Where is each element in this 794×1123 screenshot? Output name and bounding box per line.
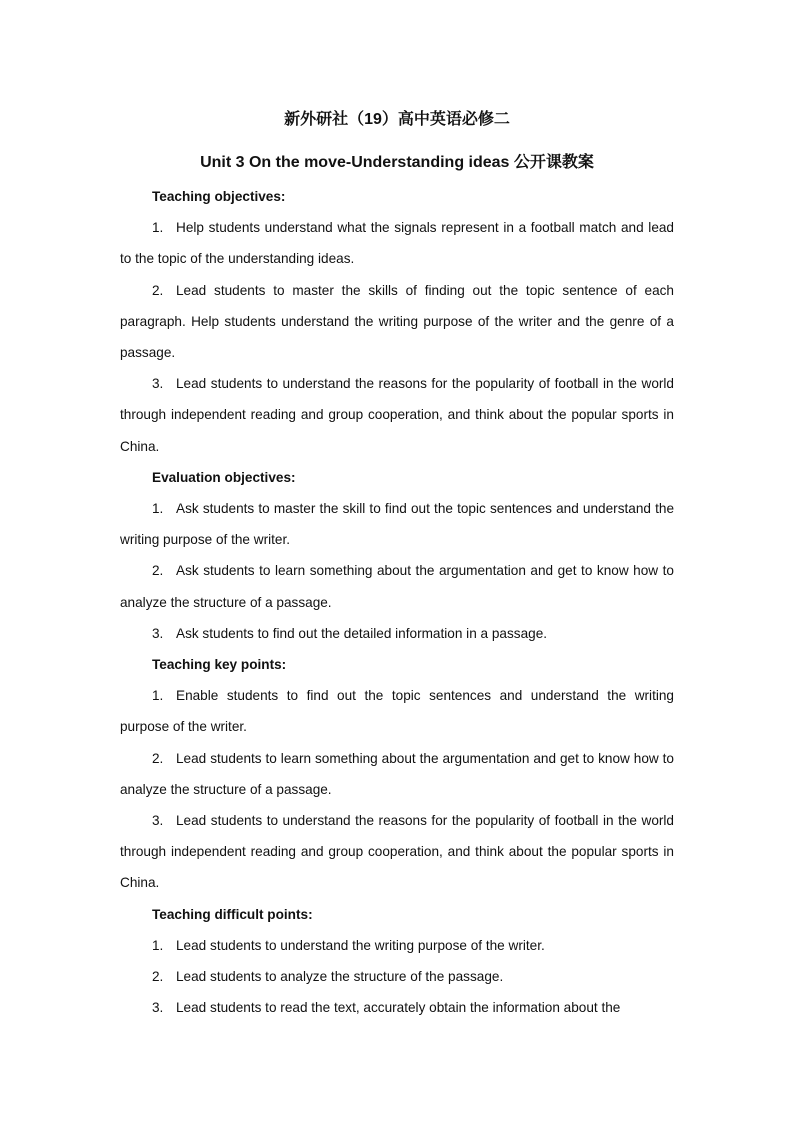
item-text: Lead students to analyze the structure of the passage. xyxy=(176,969,504,985)
item-text: Ask students to learn something about the argumentation and get to know how to analyze the structure of a passage. xyxy=(120,563,674,610)
item-number: 2. xyxy=(152,969,164,985)
list-item xyxy=(120,680,674,742)
item-text: Lead students to understand the writing purpose of the writer. xyxy=(176,937,545,953)
list-item xyxy=(120,743,674,805)
item-number: 2. xyxy=(152,563,164,579)
item-number: 3. xyxy=(152,1000,164,1016)
item-text: Ask students to find out the detailed information in a passage. xyxy=(176,625,548,641)
item-number: 3. xyxy=(152,376,164,392)
list-item xyxy=(120,368,674,462)
item-number: 1. xyxy=(152,501,164,517)
document-title: 新外研社（19）高中英语必修二 xyxy=(284,111,510,128)
list-item xyxy=(120,805,674,899)
item-number: 2. xyxy=(152,750,164,766)
list-item xyxy=(120,493,674,555)
item-text: Lead students to master the skills of finding out the topic sentence of each paragraph. Help students understand the writing purpose of the writer and the genre of a passage. xyxy=(120,282,674,361)
list-item xyxy=(120,555,674,617)
document-subtitle: Unit 3 On the move-Understanding ideas 公开课教案 xyxy=(200,154,594,171)
item-text: Ask students to master the skill to find out the topic sentences and understand the writing purpose of the writer. xyxy=(120,501,674,548)
item-number: 3. xyxy=(152,625,164,641)
list-item xyxy=(120,212,674,274)
document-body xyxy=(120,181,674,1023)
item-text: Lead students to read the text, accurately obtain the information about the xyxy=(176,1000,621,1016)
section-heading-teaching-objectives: Teaching objectives: xyxy=(152,189,286,204)
list-item xyxy=(120,930,674,961)
item-text: Lead students to understand the reasons for the popularity of football in the world through independent reading and group cooperation, and think about the popular sports in China. xyxy=(120,813,674,891)
list-item xyxy=(120,618,674,649)
item-number: 1. xyxy=(152,937,164,953)
item-text: Enable students to find out the topic sentences and understand the writing purpose of the writer. xyxy=(120,688,674,735)
section-heading-teaching-key-points: Teaching key points: xyxy=(152,657,287,673)
list-item xyxy=(120,961,674,992)
item-number: 1. xyxy=(152,688,164,704)
section-heading-evaluation-objectives: Evaluation objectives: xyxy=(152,469,296,485)
list-item xyxy=(120,275,674,369)
item-text: Lead students to learn something about the argumentation and get to know how to analyze the structure of a passage. xyxy=(120,750,674,797)
section-heading-teaching-difficult-points: Teaching difficult points: xyxy=(152,906,313,922)
list-item xyxy=(120,992,674,1023)
item-number: 1. xyxy=(152,220,164,236)
item-text: Lead students to understand the reasons for the popularity of football in the world through independent reading and group cooperation, and think about the popular sports in China. xyxy=(120,376,674,454)
item-text: Help students understand what the signals represent in a football match and lead to the topic of the understanding ideas. xyxy=(120,220,674,267)
item-number: 2. xyxy=(152,282,164,298)
item-number: 3. xyxy=(152,813,164,829)
